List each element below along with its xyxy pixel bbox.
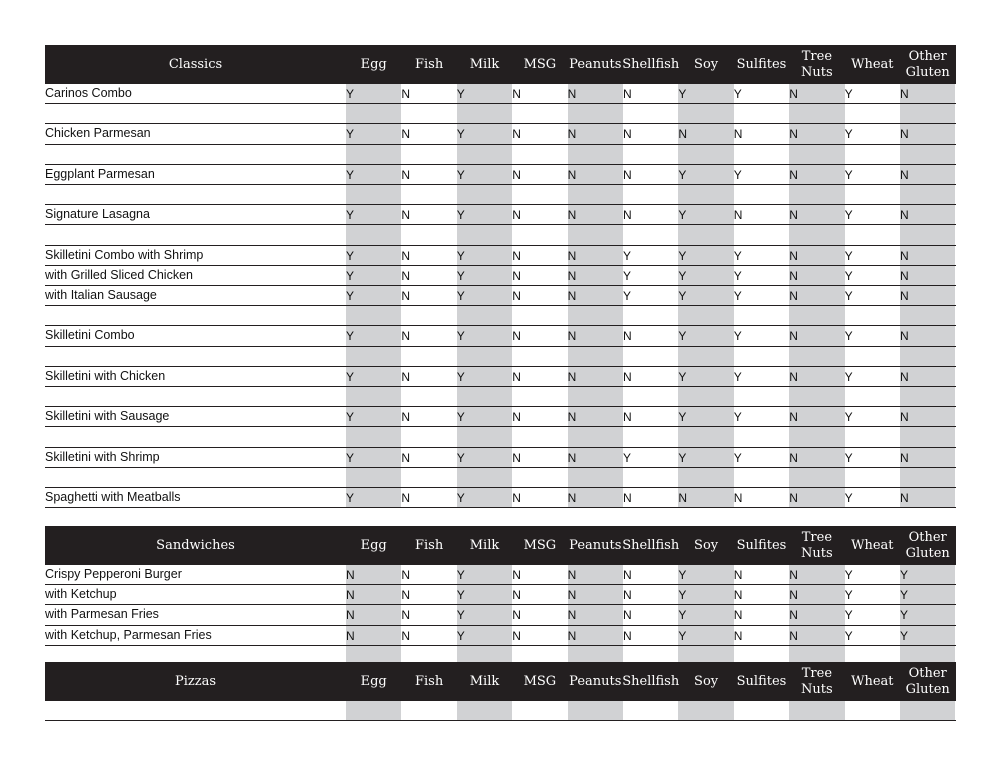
allergen-value: N: [346, 608, 355, 623]
allergen-value: Y: [456, 568, 465, 582]
allergen-value: N: [567, 248, 577, 263]
allergen-value: N: [900, 369, 909, 384]
menu-item-name: Chicken Parmesan: [45, 126, 151, 141]
allergen-value: N: [789, 208, 798, 223]
row-divider: [45, 645, 956, 646]
allergen-value: Y: [456, 208, 465, 223]
allergen-value: N: [900, 268, 909, 283]
column-header: Fish: [414, 673, 444, 689]
menu-item-name: with Ketchup: [45, 587, 117, 602]
section-title: Sandwiches: [156, 537, 235, 553]
allergen-value: N: [623, 491, 632, 505]
column-header: Wheat: [851, 537, 894, 553]
allergen-value: Y: [346, 410, 355, 425]
allergen-value: N: [512, 410, 521, 425]
allergen-value: Y: [346, 329, 355, 344]
row-divider: [45, 625, 956, 626]
column-header: Peanuts: [569, 56, 622, 72]
allergen-value: N: [512, 208, 521, 223]
allergen-value: N: [623, 369, 632, 384]
allergen-value: Y: [456, 450, 465, 465]
allergen-value: N: [623, 208, 632, 223]
allergen-value: Y: [623, 268, 632, 283]
column-header: Sulfites: [736, 56, 787, 72]
allergen-value: N: [567, 491, 577, 505]
row-divider: [45, 604, 956, 605]
allergen-value: Y: [844, 450, 853, 465]
column-stripe: [568, 701, 623, 721]
allergen-value: Y: [733, 87, 742, 101]
column-header: Peanuts: [569, 673, 622, 689]
allergen-value: N: [789, 369, 798, 384]
allergen-value: N: [401, 450, 411, 465]
menu-item-name: Skilletini with Sausage: [45, 409, 170, 424]
allergen-value: N: [401, 248, 411, 263]
allergen-value: N: [789, 87, 798, 101]
column-header: Fish: [414, 56, 444, 72]
row-divider: [45, 123, 956, 124]
allergen-value: Y: [678, 167, 687, 182]
menu-item-name: Skilletini Combo with Shrimp: [45, 247, 204, 262]
row-divider: [45, 184, 956, 185]
allergen-value: Y: [346, 127, 355, 142]
allergen-value: N: [401, 608, 411, 623]
allergen-value: Y: [346, 268, 355, 283]
allergen-value: Y: [456, 491, 465, 505]
column-header: Other Gluten: [905, 48, 950, 80]
allergen-value: N: [512, 369, 521, 384]
allergen-value: Y: [844, 491, 853, 505]
allergen-value: N: [900, 208, 909, 223]
allergen-value: N: [789, 329, 798, 344]
column-header: Milk: [469, 537, 500, 553]
column-stripe: [900, 701, 955, 721]
allergen-value: N: [900, 248, 909, 263]
row-divider: [45, 346, 956, 347]
row-divider: [45, 366, 956, 367]
allergen-value: N: [900, 329, 909, 344]
allergen-value: N: [512, 628, 521, 643]
column-stripe: [789, 701, 844, 721]
allergen-value: Y: [844, 268, 853, 283]
allergen-value: Y: [346, 208, 355, 223]
allergen-value: Y: [733, 369, 742, 384]
allergen-chart: [45, 0, 956, 773]
allergen-value: Y: [733, 329, 742, 344]
allergen-value: Y: [844, 588, 853, 603]
column-header: Egg: [360, 56, 387, 72]
allergen-value: Y: [733, 248, 742, 263]
menu-item-name: with Grilled Sliced Chicken: [45, 267, 193, 282]
allergen-value: Y: [900, 608, 909, 623]
allergen-value: N: [401, 127, 411, 142]
column-header: Tree Nuts: [801, 529, 833, 561]
allergen-value: N: [789, 608, 798, 623]
column-header: Egg: [360, 537, 387, 553]
allergen-value: N: [900, 87, 909, 101]
column-header: Other Gluten: [905, 529, 950, 561]
allergen-value: N: [401, 87, 411, 101]
allergen-value: Y: [623, 289, 632, 303]
allergen-value: N: [623, 329, 632, 344]
allergen-value: N: [733, 608, 743, 623]
column-header: Sulfites: [736, 537, 787, 553]
allergen-value: N: [567, 167, 577, 182]
allergen-value: N: [733, 588, 743, 603]
allergen-value: N: [567, 568, 577, 582]
allergen-value: N: [401, 568, 411, 582]
allergen-value: Y: [678, 568, 687, 582]
column-header: Fish: [414, 537, 444, 553]
allergen-value: N: [401, 491, 411, 505]
allergen-value: N: [733, 127, 743, 142]
allergen-value: Y: [456, 167, 465, 182]
row-divider: [45, 447, 956, 448]
allergen-value: N: [512, 248, 521, 263]
allergen-value: N: [567, 208, 577, 223]
allergen-value: Y: [678, 289, 687, 303]
allergen-value: Y: [678, 208, 687, 223]
allergen-value: Y: [844, 369, 853, 384]
allergen-value: Y: [733, 268, 742, 283]
allergen-value: N: [512, 568, 521, 582]
allergen-value: N: [512, 268, 521, 283]
allergen-value: Y: [844, 329, 853, 344]
allergen-value: N: [567, 588, 577, 603]
row-divider: [45, 305, 956, 306]
allergen-value: N: [900, 491, 909, 505]
allergen-value: Y: [456, 289, 465, 303]
menu-item-name: Eggplant Parmesan: [45, 166, 155, 181]
menu-item-name: Signature Lasagna: [45, 207, 150, 222]
column-header: Other Gluten: [905, 665, 950, 697]
allergen-value: Y: [456, 608, 465, 623]
allergen-value: Y: [844, 248, 853, 263]
allergen-value: Y: [456, 588, 465, 603]
row-divider: [45, 204, 956, 205]
allergen-value: N: [678, 127, 688, 142]
menu-item-name: Carinos Combo: [45, 86, 132, 100]
allergen-value: Y: [346, 450, 355, 465]
allergen-value: Y: [733, 450, 742, 465]
allergen-value: N: [733, 208, 743, 223]
allergen-value: N: [900, 167, 909, 182]
column-stripe: [678, 701, 733, 721]
column-header: Wheat: [851, 56, 894, 72]
column-header: Milk: [469, 56, 500, 72]
menu-item-name: Skilletini with Shrimp: [45, 449, 160, 464]
allergen-value: Y: [844, 167, 853, 182]
allergen-value: Y: [844, 568, 853, 582]
allergen-value: N: [401, 628, 411, 643]
column-stripe: [346, 84, 401, 508]
row-divider: [45, 406, 956, 407]
allergen-value: N: [623, 608, 632, 623]
allergen-value: N: [401, 329, 411, 344]
column-header: Soy: [694, 673, 719, 689]
section-header-pizzas: [45, 662, 956, 701]
section-header-classics: [45, 45, 956, 84]
section-title: Classics: [168, 56, 223, 72]
allergen-value: N: [567, 608, 577, 623]
allergen-value: Y: [346, 167, 355, 182]
allergen-value: Y: [733, 289, 742, 303]
row-divider: [45, 426, 956, 427]
row-divider: [45, 265, 956, 266]
allergen-value: Y: [900, 588, 909, 603]
allergen-value: N: [623, 588, 632, 603]
allergen-value: N: [401, 588, 411, 603]
allergen-value: N: [623, 410, 632, 425]
column-stripe: [457, 84, 512, 508]
allergen-value: N: [512, 329, 521, 344]
allergen-value: Y: [900, 568, 909, 582]
allergen-value: N: [789, 167, 798, 182]
allergen-value: Y: [346, 87, 355, 101]
row-divider: [45, 325, 956, 326]
allergen-value: Y: [733, 167, 742, 182]
allergen-value: Y: [678, 268, 687, 283]
row-divider: [45, 245, 956, 246]
column-header: Milk: [469, 673, 500, 689]
column-header: Sulfites: [736, 673, 787, 689]
column-header: Tree Nuts: [801, 665, 833, 697]
allergen-value: N: [623, 167, 632, 182]
allergen-value: N: [567, 289, 577, 303]
allergen-value: Y: [678, 450, 687, 465]
allergen-value: N: [346, 568, 355, 582]
allergen-value: N: [512, 289, 521, 303]
allergen-value: N: [512, 127, 521, 142]
allergen-value: N: [900, 450, 909, 465]
row-divider: [45, 720, 956, 721]
allergen-value: N: [567, 268, 577, 283]
menu-item-name: Skilletini Combo: [45, 328, 135, 343]
allergen-value: N: [567, 329, 577, 344]
row-divider: [45, 144, 956, 145]
allergen-value: N: [401, 369, 411, 384]
column-header: Tree Nuts: [801, 48, 833, 80]
row-divider: [45, 103, 956, 104]
allergen-value: Y: [346, 248, 355, 263]
allergen-value: Y: [844, 410, 853, 425]
allergen-value: Y: [346, 369, 355, 384]
row-divider: [45, 487, 956, 488]
allergen-value: Y: [733, 410, 742, 425]
allergen-value: N: [567, 127, 577, 142]
row-divider: [45, 224, 956, 225]
column-header: Egg: [360, 673, 387, 689]
allergen-value: N: [567, 87, 577, 101]
column-stripe: [457, 701, 512, 721]
column-stripe: [346, 701, 401, 721]
column-header: Shellfish: [622, 673, 680, 689]
allergen-value: N: [789, 628, 798, 643]
allergen-value: N: [900, 289, 909, 303]
allergen-value: N: [512, 450, 521, 465]
column-stripe: [678, 84, 733, 508]
allergen-value: N: [401, 410, 411, 425]
allergen-value: N: [733, 568, 743, 582]
allergen-value: N: [900, 410, 909, 425]
row-divider: [45, 285, 956, 286]
column-header: MSG: [523, 56, 557, 72]
allergen-value: N: [900, 127, 909, 142]
allergen-value: N: [401, 268, 411, 283]
allergen-value: Y: [844, 628, 853, 643]
allergen-value: N: [789, 568, 798, 582]
allergen-value: N: [789, 127, 798, 142]
allergen-value: Y: [623, 450, 632, 465]
column-header: Peanuts: [569, 537, 622, 553]
allergen-value: N: [512, 167, 521, 182]
menu-item-name: Skilletini with Chicken: [45, 368, 166, 383]
column-header: MSG: [523, 537, 557, 553]
allergen-value: N: [789, 410, 798, 425]
allergen-value: Y: [844, 87, 853, 101]
allergen-value: N: [346, 628, 355, 643]
column-header: MSG: [523, 673, 557, 689]
menu-item-name: with Parmesan Fries: [45, 607, 159, 622]
allergen-value: Y: [678, 608, 687, 623]
allergen-value: Y: [678, 248, 687, 263]
allergen-value: N: [789, 289, 798, 303]
column-stripe: [900, 565, 955, 666]
column-header: Shellfish: [622, 56, 680, 72]
column-stripe: [457, 565, 512, 666]
allergen-value: N: [512, 87, 521, 101]
allergen-value: Y: [844, 208, 853, 223]
row-divider: [45, 386, 956, 387]
allergen-value: N: [623, 628, 632, 643]
allergen-value: N: [346, 588, 355, 603]
allergen-value: N: [623, 87, 632, 101]
row-divider: [45, 507, 956, 508]
allergen-value: Y: [456, 248, 465, 263]
allergen-value: N: [789, 450, 798, 465]
allergen-value: Y: [456, 127, 465, 142]
allergen-value: Y: [346, 289, 355, 303]
allergen-value: N: [512, 588, 521, 603]
section-header-sandwiches: [45, 526, 956, 565]
allergen-value: N: [789, 491, 798, 505]
allergen-value: Y: [456, 268, 465, 283]
allergen-value: Y: [456, 369, 465, 384]
allergen-value: Y: [456, 410, 465, 425]
column-header: Soy: [694, 537, 719, 553]
row-divider: [45, 164, 956, 165]
allergen-value: N: [401, 208, 411, 223]
allergen-value: Y: [900, 628, 909, 643]
allergen-value: Y: [678, 87, 687, 101]
allergen-value: N: [512, 491, 521, 505]
allergen-value: Y: [623, 248, 632, 263]
menu-item-name: with Ketchup, Parmesan Fries: [45, 627, 212, 642]
allergen-value: Y: [678, 588, 687, 603]
menu-item-name: Spaghetti with Meatballs: [45, 490, 181, 504]
allergen-value: Y: [678, 369, 687, 384]
menu-item-name: Crispy Pepperoni Burger: [45, 567, 182, 581]
allergen-value: N: [789, 588, 798, 603]
allergen-value: Y: [678, 410, 687, 425]
menu-item-name: with Italian Sausage: [45, 288, 157, 302]
allergen-value: N: [733, 491, 743, 505]
allergen-value: Y: [456, 628, 465, 643]
allergen-value: Y: [456, 87, 465, 101]
allergen-value: Y: [456, 329, 465, 344]
allergen-value: N: [567, 369, 577, 384]
allergen-value: Y: [844, 289, 853, 303]
allergen-value: N: [789, 248, 798, 263]
allergen-value: N: [623, 127, 632, 142]
column-header: Shellfish: [622, 537, 680, 553]
allergen-value: N: [623, 568, 632, 582]
allergen-value: N: [512, 608, 521, 623]
allergen-value: N: [789, 268, 798, 283]
column-header: Soy: [694, 56, 719, 72]
allergen-value: N: [733, 628, 743, 643]
section-title: Pizzas: [174, 673, 217, 689]
column-header: Wheat: [851, 673, 894, 689]
allergen-value: N: [401, 167, 411, 182]
allergen-value: Y: [678, 628, 687, 643]
allergen-value: Y: [346, 491, 355, 505]
allergen-value: N: [567, 410, 577, 425]
allergen-value: N: [678, 491, 688, 505]
allergen-value: Y: [678, 329, 687, 344]
row-divider: [45, 467, 956, 468]
allergen-value: N: [567, 450, 577, 465]
allergen-value: N: [401, 289, 411, 303]
allergen-value: N: [567, 628, 577, 643]
allergen-value: Y: [844, 608, 853, 623]
row-divider: [45, 584, 956, 585]
column-stripe: [678, 565, 733, 666]
allergen-value: Y: [844, 127, 853, 142]
